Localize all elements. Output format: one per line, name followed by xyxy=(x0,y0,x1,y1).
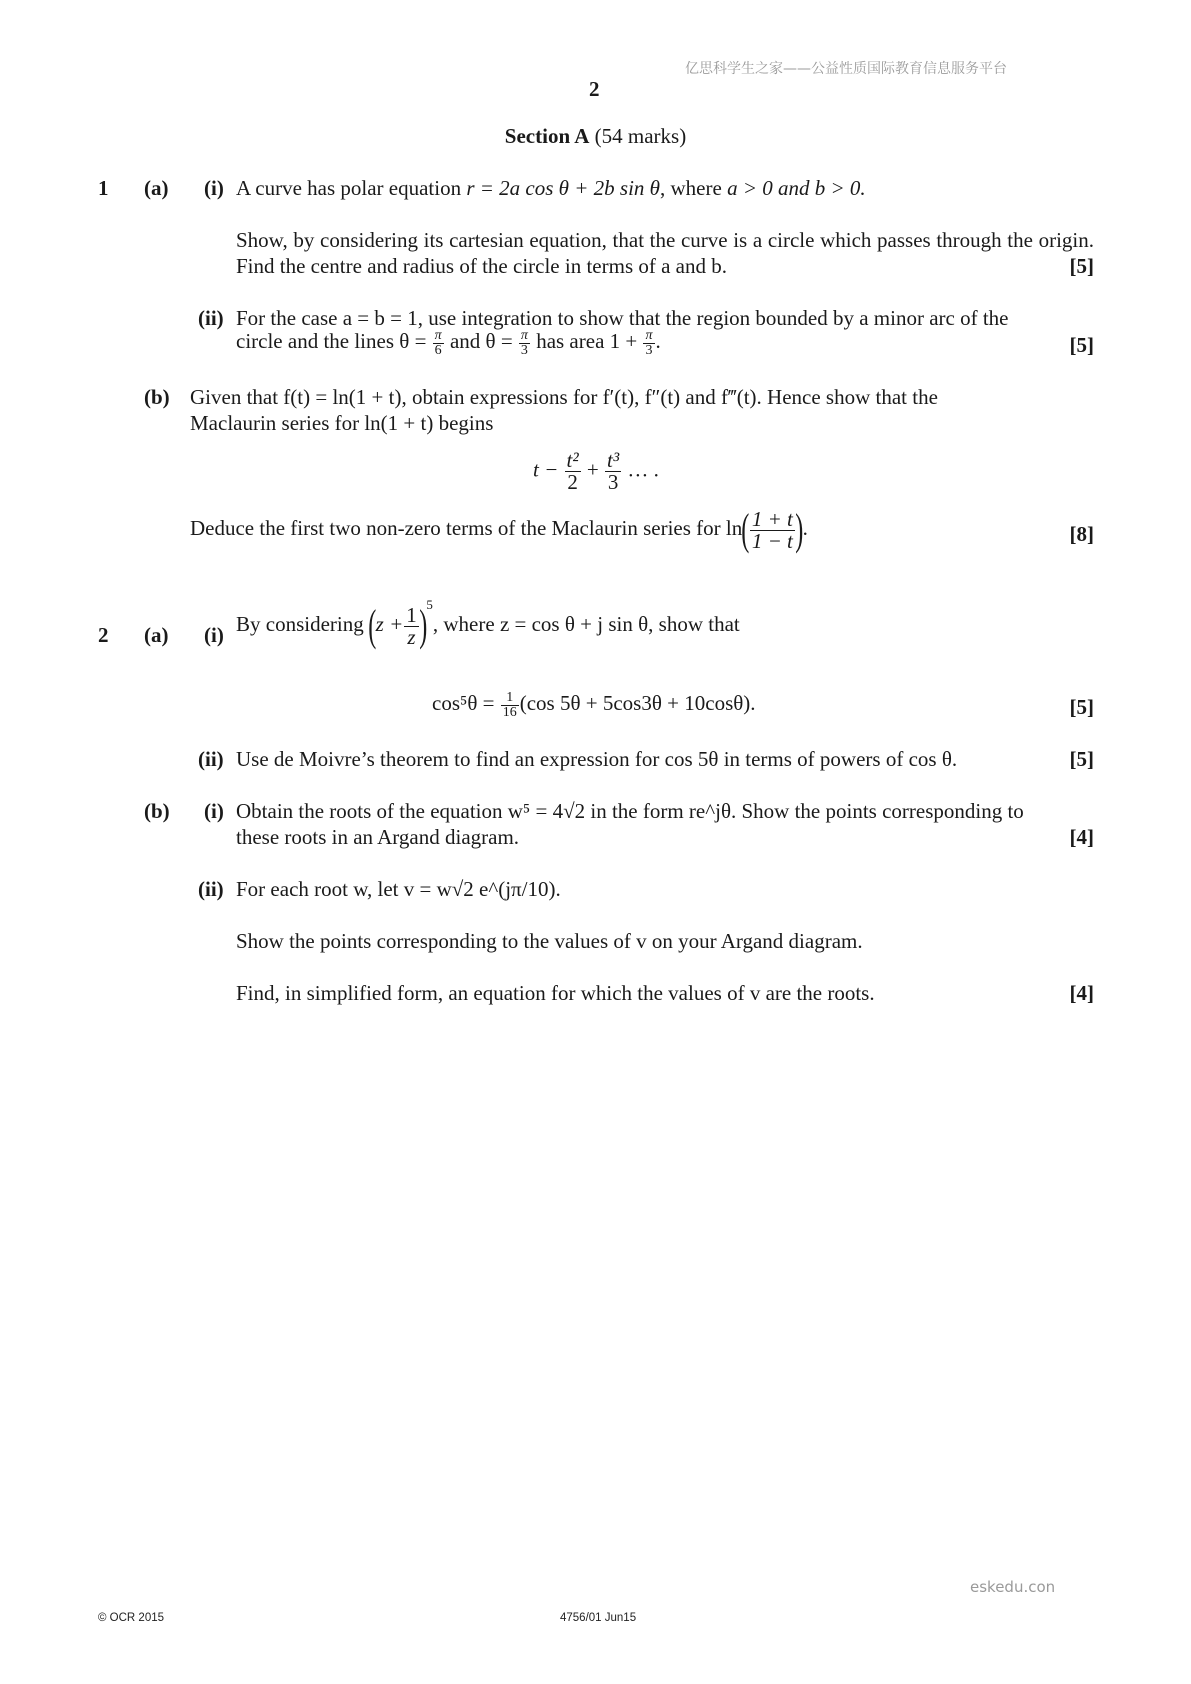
pi-over-6 xyxy=(433,329,444,358)
q1-aii-area: has area 1 + xyxy=(536,329,638,353)
q2-bi-line1: Obtain the roots of the equation w⁵ = 4√2 in the form re^jθ. Show the points corresponding to xyxy=(236,799,1024,823)
numerator: t³ xyxy=(607,448,620,472)
q1-ai-paragraph: Show, by considering its cartesian equation, that the curve is a circle which passes through the origin. Find the centre and radius of the circle in terms of a and b. xyxy=(236,228,1094,278)
q1-b-marks: [8] xyxy=(1069,522,1094,546)
where-text: , where z = cos θ + j sin θ, show that xyxy=(432,611,740,636)
identity-lhs: cos⁵θ = xyxy=(432,691,495,715)
q1-aii-line2: circle and the lines θ = $\frac{\pi}{6}$ and θ = $\frac{\pi}{3}$ has area 1 + $\frac{\pi}{3}$ . xyxy=(236,327,661,358)
right-paren: ) xyxy=(795,505,804,554)
numerator: π xyxy=(645,327,653,343)
numerator: π xyxy=(520,327,528,343)
q1-ai-label: (i) xyxy=(204,176,224,200)
footer-copyright: © OCR 2015 xyxy=(98,1612,165,1624)
q2-bii-marks: [4] xyxy=(1069,981,1094,1005)
q1-ai-equation: r = 2a cos θ + 2b sin θ xyxy=(466,176,660,200)
t3-over-3 xyxy=(605,450,621,493)
q2-aii-text: Use de Moivre’s theorem to find an expression for cos 5θ in terms of powers of cos θ. xyxy=(236,747,958,771)
denominator: 3 xyxy=(645,342,653,358)
denominator: 16 xyxy=(502,704,517,720)
q2-part-a: (a) xyxy=(144,623,169,647)
denominator: 2 xyxy=(567,470,578,494)
q1-b-line1: Given that f(t) = ln(1 + t), obtain expressions for f′(t), f″(t) and f‴(t). Hence show that the xyxy=(190,385,938,409)
q2-bii-line2: Show the points corresponding to the values of v on your Argand diagram. xyxy=(236,929,863,953)
series-plus: + xyxy=(586,457,599,482)
q2-bi-marks: [4] xyxy=(1069,825,1094,849)
q1-ai-condition: a > 0 and b > 0. xyxy=(727,176,866,200)
q1-b-deduce: Deduce the first two non-zero terms of the Maclaurin series for ln( $\frac{1 + t}{1 - t}$ ). xyxy=(190,505,808,554)
q2-aii-marks: [5] xyxy=(1069,747,1094,771)
series-t: t − xyxy=(533,457,559,482)
numerator: 1 + t xyxy=(751,506,793,531)
q2-number: 2 xyxy=(98,623,109,647)
q1-b-series xyxy=(533,450,659,493)
deduce-text: Deduce the first two non-zero terms of the Maclaurin series for ln xyxy=(190,515,743,540)
one-over-z xyxy=(404,602,419,649)
power-5: 5 xyxy=(426,596,433,612)
denominator: z xyxy=(407,624,416,649)
denominator: 3 xyxy=(520,342,528,358)
q2-ai-marks: [5] xyxy=(1069,695,1094,719)
t2-over-2 xyxy=(565,450,581,493)
q1-aii-and: and θ = xyxy=(449,329,513,353)
numerator: 1 xyxy=(501,691,519,706)
q2-bi-line2: these roots in an Argand diagram. xyxy=(236,825,520,849)
q1-ai-text: A curve has polar equation xyxy=(236,176,467,200)
section-title: Section A xyxy=(504,124,590,148)
q2-ai-identity xyxy=(432,690,756,720)
numerator: π xyxy=(434,327,442,343)
q1-part-a: (a) xyxy=(144,176,169,200)
q1-aii-line1: For the case a = b = 1, use integration to show that the region bounded by a minor arc of the xyxy=(236,306,1009,330)
section-marks: (54 marks) xyxy=(594,124,687,148)
q1-ai-marks: [5] xyxy=(1069,254,1094,278)
q1-number: 1 xyxy=(98,176,109,200)
left-paren: ( xyxy=(368,601,377,650)
page-number: 2 xyxy=(589,77,600,101)
q2-ai-label: (i) xyxy=(204,623,224,647)
q1-b-line2: Maclaurin series for ln(1 + t) begins xyxy=(190,411,494,435)
q1-aii-marks: [5] xyxy=(1069,333,1094,357)
ln-fraction xyxy=(750,506,795,553)
z-plus: z + xyxy=(375,611,404,636)
q2-bii-label: (ii) xyxy=(198,877,224,901)
q1-aii-label: (ii) xyxy=(198,306,224,330)
footer-paper-code: 4756/01 Jun15 xyxy=(560,1612,637,1624)
pi-over-3-area xyxy=(643,329,654,358)
q1-aii-text: circle and the lines θ = xyxy=(236,329,427,353)
q1-ai-where: , where xyxy=(660,176,728,200)
section-heading xyxy=(0,123,1191,149)
q2-bii-line1: For each root w, let v = w√2 e^(jπ/10). xyxy=(236,877,561,901)
q1-part-b: (b) xyxy=(144,385,170,409)
one-over-16 xyxy=(501,691,519,720)
denominator: 6 xyxy=(434,342,442,358)
identity-rhs: (cos 5θ + 5cos3θ + 10cosθ). xyxy=(519,691,756,715)
series-dots: … . xyxy=(627,457,659,482)
q1-ai-line1 xyxy=(236,175,866,201)
watermark-top: 亿思科学生之家——公益性质国际教育信息服务平台 xyxy=(685,61,1007,77)
q2-part-b: (b) xyxy=(144,799,170,823)
numerator: t² xyxy=(566,448,579,472)
q2-bii-line3: Find, in simplified form, an equation for which the values of v are the roots. xyxy=(236,981,875,1005)
q2-ai-line1 xyxy=(236,596,740,650)
right-paren: ) xyxy=(419,601,428,650)
q2-aii-label: (ii) xyxy=(198,747,224,771)
denominator: 1 − t xyxy=(751,528,793,553)
by-considering: By considering xyxy=(236,611,364,636)
pi-over-3 xyxy=(519,329,530,358)
denominator: 3 xyxy=(607,470,619,494)
left-paren: ( xyxy=(741,505,750,554)
q2-bi-label: (i) xyxy=(204,799,224,823)
watermark-bottom: eskedu.con xyxy=(970,1578,1056,1596)
numerator: 1 xyxy=(406,602,417,627)
